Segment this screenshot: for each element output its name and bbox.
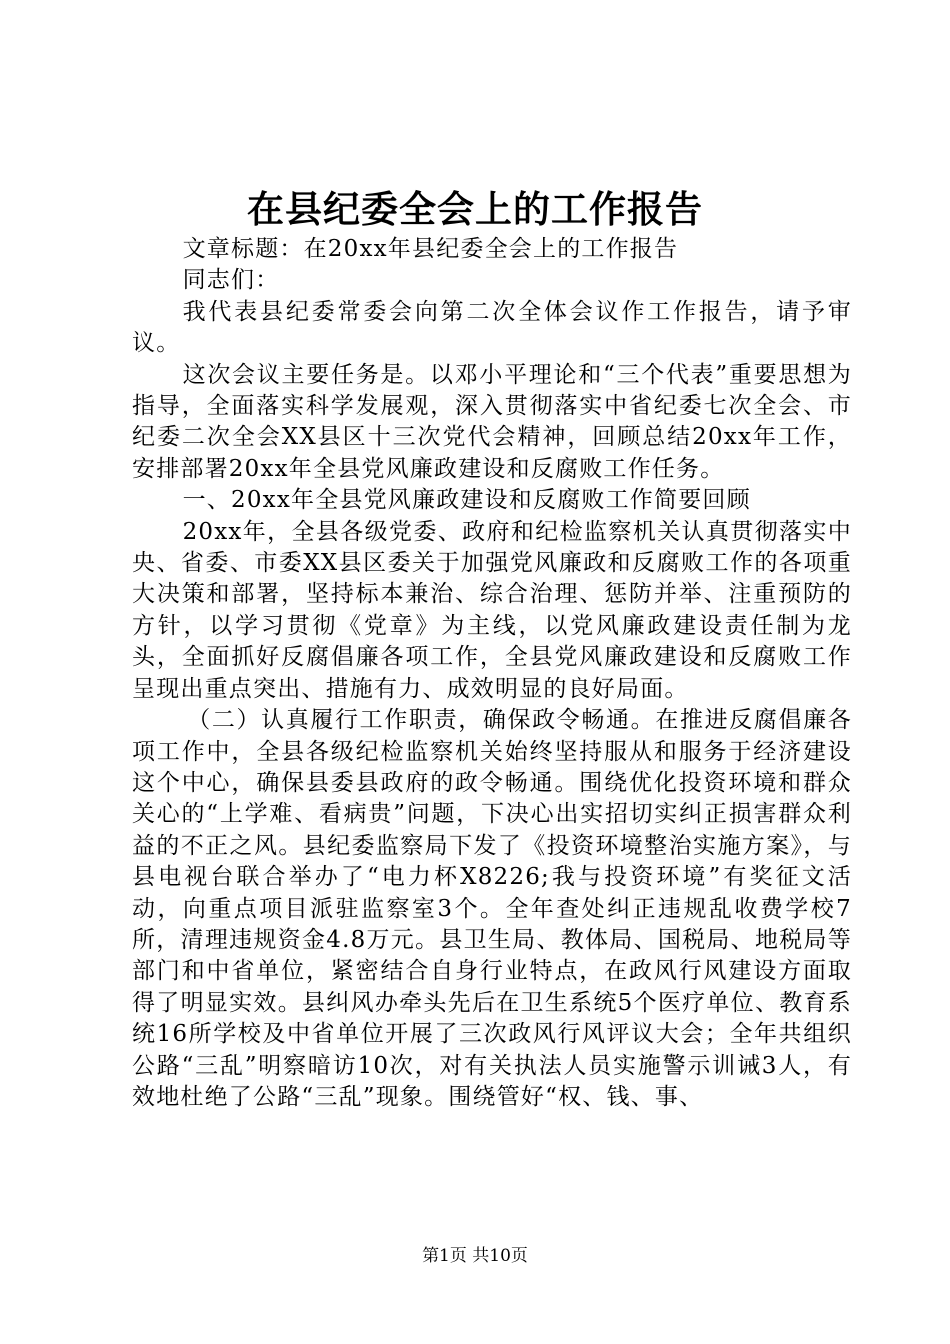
document-title: 在县纪委全会上的工作报告 xyxy=(247,187,703,231)
paragraph: 20xx年，全县各级党委、政府和纪检监察机关认真贯彻落实中央、省委、市委XX县区委关于加强党风廉政和反腐败工作的各项重大决策和部署，坚持标本兼治、综合治理、惩防并举、注重预防的方针，以学习贯彻《党章》为主线，以党风廉政建设责任制为龙头，全面抓好反腐倡廉各项工作，全县党风廉政建设和反腐败工作呈现出重点突出、措施有力、成效明显的良好局面。 xyxy=(132,518,852,702)
document-body xyxy=(132,234,852,1113)
section-heading: 一、20xx年全县党风廉政建设和反腐败工作简要回顾 xyxy=(182,487,751,514)
salutation: 同志们： xyxy=(182,267,280,294)
paragraph: （二）认真履行工作职责，确保政令畅通。在推进反腐倡廉各项工作中，全县各级纪检监察机关始终坚持服从和服务于经济建设这个中心，确保县委县政府的政令畅通。围绕优化投资环境和群众关心的“上学难、看病贵”问题，下决心出实招切实纠正损害群众利益的不正之风。县纪委监察局下发了《投资环境整治实施方案》，与县电视台联合举办了“电力杯X8226;我与投资环境”有奖征文活动，向重点项目派驻监察室3个。全年查处纠正违规乱收费学校7所，清理违规资金4.8万元。县卫生局、教体局、国税局、地税局等部门和中省单位，紧密结合自身行业特点，在政风行风建设方面取得了明显实效。县纠风办牵头先后在卫生系统5个医疗单位、教育系统16所学校及中省单位开展了三次政风行风评议大会；全年共组织公路“三乱”明察暗访10次，对有关执法人员实施警示训诫3人，有效地杜绝了公路“三乱”现象。围绕管好“权、钱、事、 xyxy=(132,707,852,1110)
page-footer: 第1页 共10页 xyxy=(422,1246,528,1266)
article-title-line: 文章标题：在20xx年县纪委全会上的工作报告 xyxy=(182,236,679,262)
paragraph: 我代表县纪委常委会向第二次全体会议作工作报告，请予审议。 xyxy=(132,298,852,357)
paragraph: 这次会议主要任务是。以邓小平理论和“三个代表”重要思想为指导，全面落实科学发展观，深入贯彻落实中省纪委七次全会、市纪委二次全会XX县区十三次党代会精神，回顾总结20xx年工作，安排部署20xx年全县党风廉政建设和反腐败工作任务。 xyxy=(132,361,852,482)
